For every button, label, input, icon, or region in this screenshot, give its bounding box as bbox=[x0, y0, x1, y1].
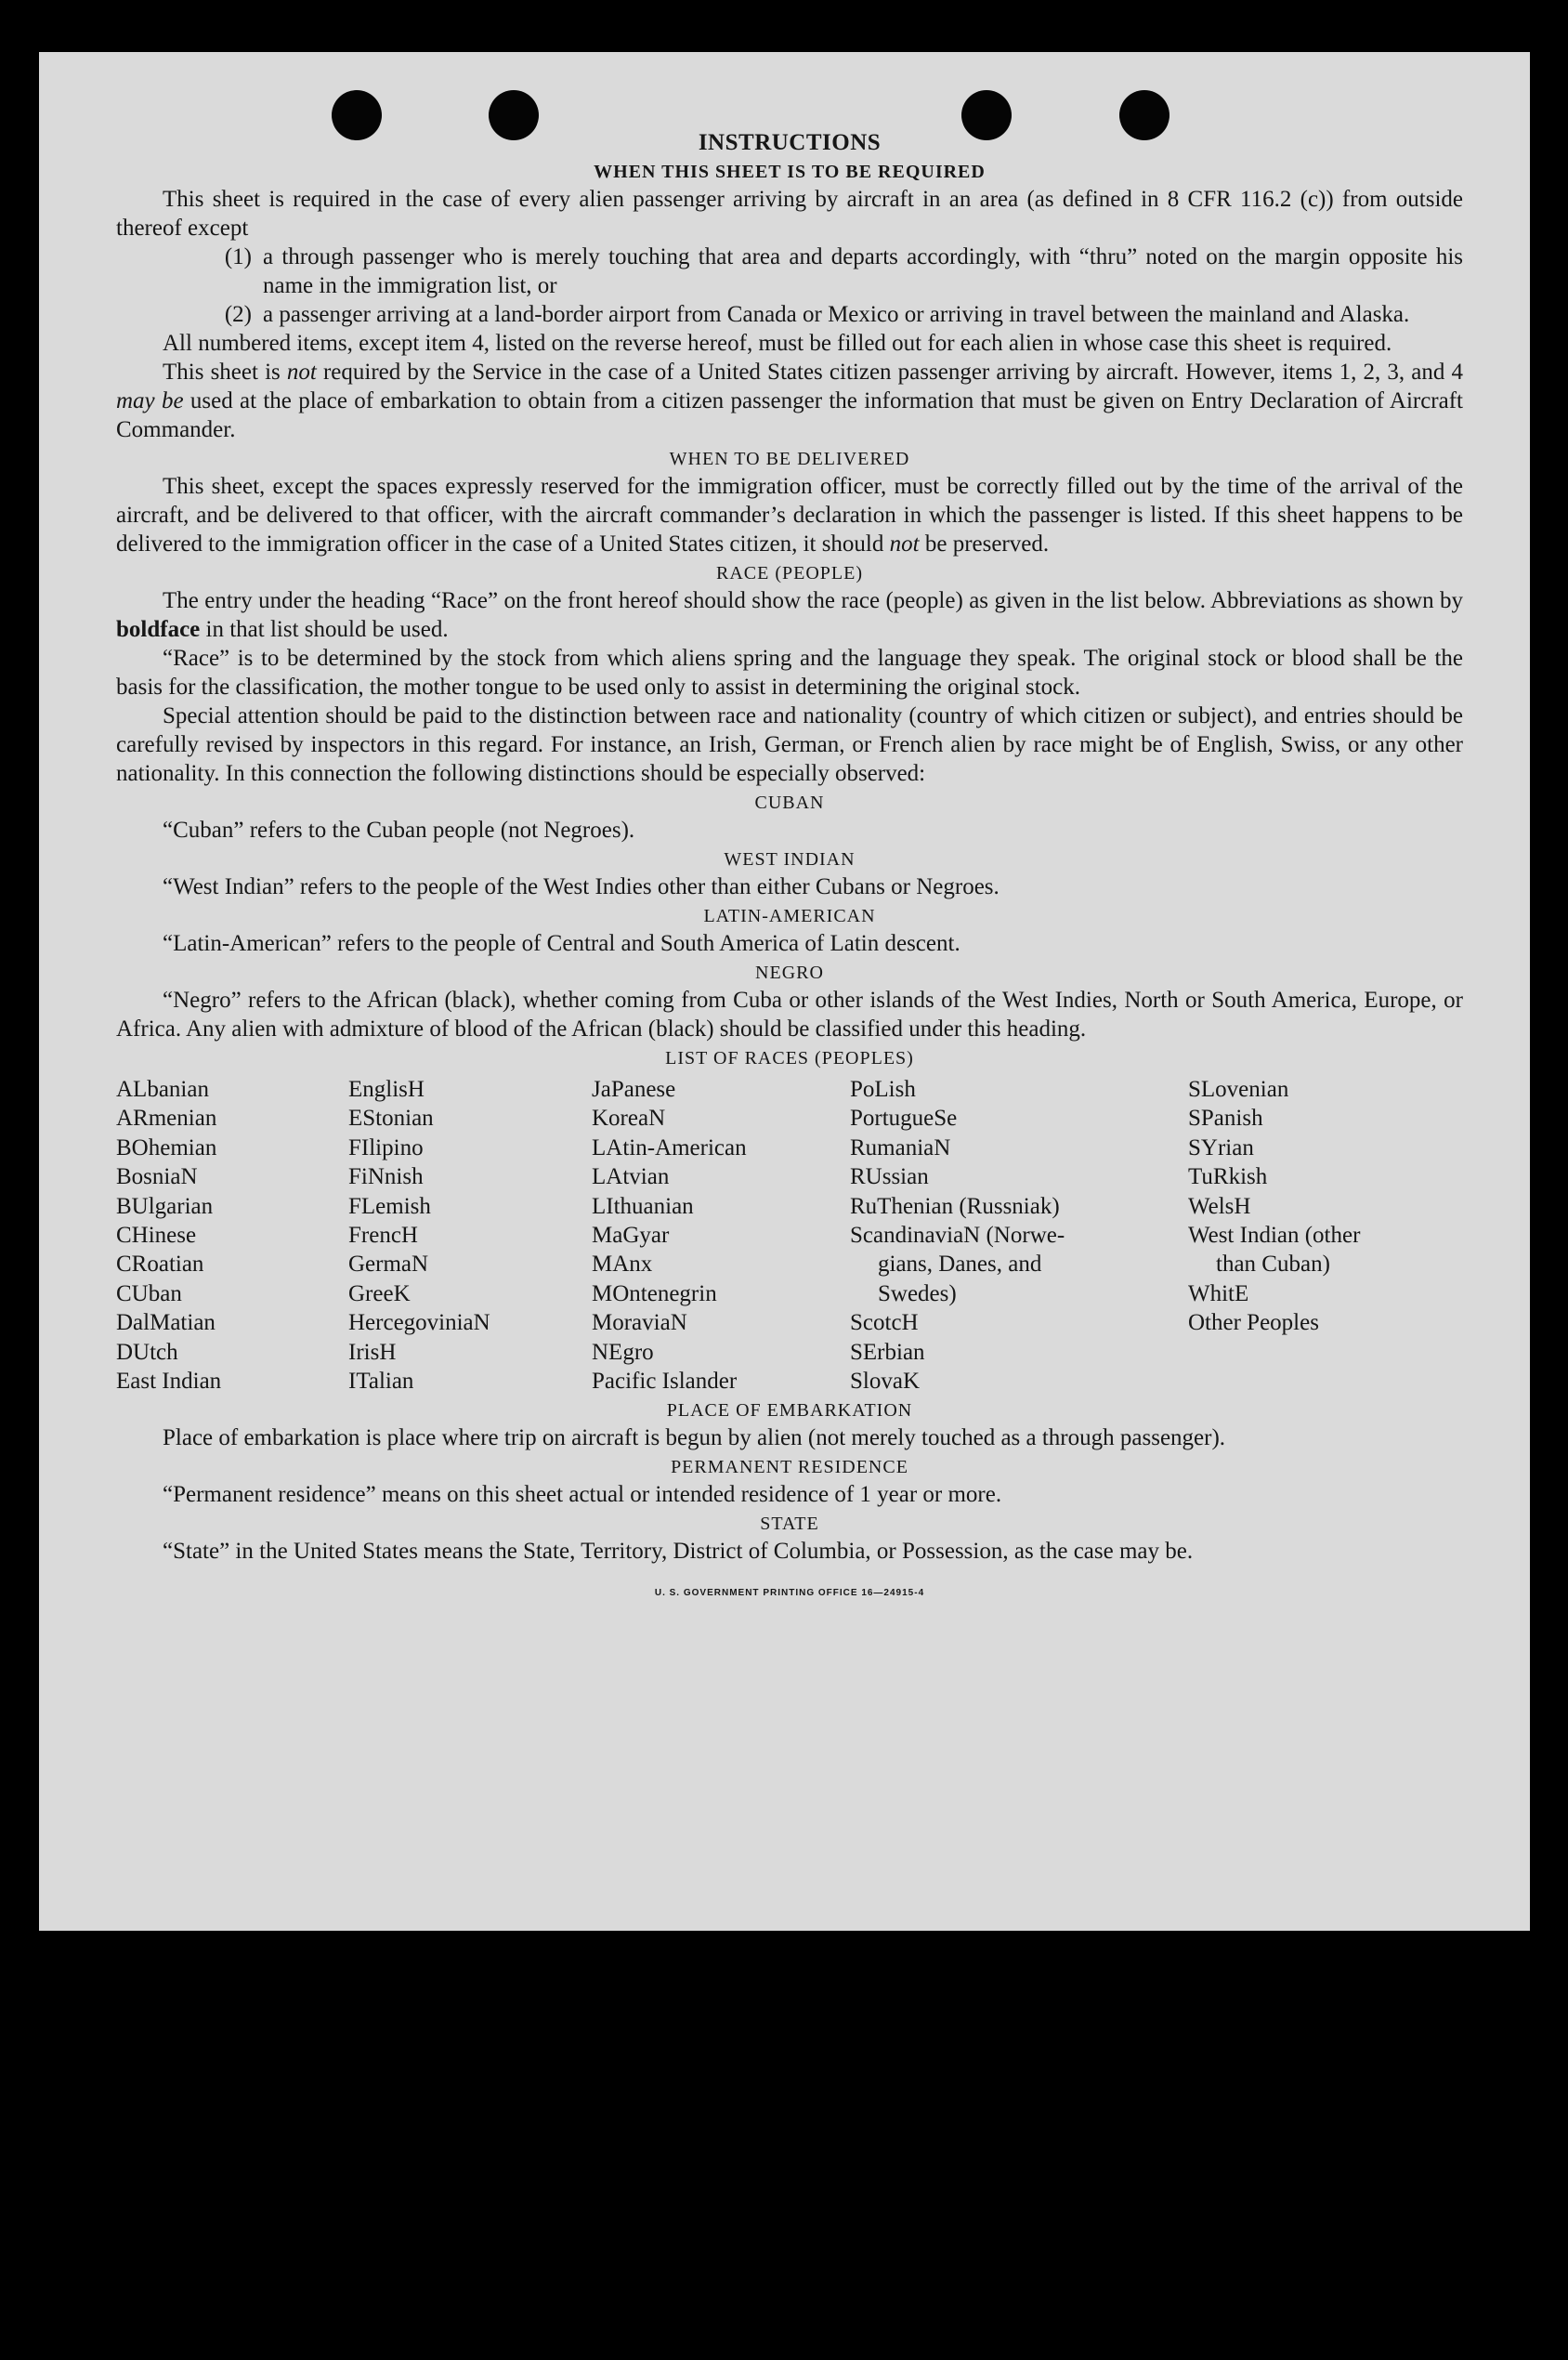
race-item: PoLish bbox=[850, 1077, 916, 1102]
text-run: The entry under the heading “Race” on the front hereof should show the race (people) as given in the list below. Abbreviations as shown by bbox=[163, 588, 1463, 613]
paragraph: “Latin-American” refers to the people of Central and South America of Latin descent. bbox=[163, 931, 960, 956]
paragraph: “State” in the United States means the State, Territory, District of Columbia, or Possession, as the case may be. bbox=[163, 1539, 1194, 1565]
race-item: BosniaN bbox=[116, 1164, 198, 1190]
paragraph: “Cuban” refers to the Cuban people (not Negroes). bbox=[163, 818, 635, 843]
section-heading: WEST INDIAN bbox=[724, 849, 856, 870]
race-item: GreeK bbox=[348, 1280, 411, 1306]
race-item: ITalian bbox=[348, 1368, 414, 1394]
paragraph: Special attention should be paid to the distinction between race and nationality (country of which citizen or subject), and entries should be carefully revised by inspectors in this regard. For instance, an Irish, German, or French alien by race might be of English, Swiss, or any other nationality. In this connection the following distinctions should be especially observed: bbox=[116, 703, 1463, 786]
emphasis-text: not bbox=[889, 531, 920, 557]
emphasis-text: not bbox=[286, 360, 317, 385]
race-item: ALbanian bbox=[116, 1077, 209, 1102]
race-item: IrisH bbox=[348, 1339, 397, 1365]
item-text: a passenger arriving at a land-border airport from Canada or Mexico or arriving in travel between the mainland and Alaska. bbox=[263, 302, 1410, 327]
race-item: FiNnish bbox=[348, 1164, 424, 1190]
race-item: Other Peoples bbox=[1188, 1310, 1319, 1336]
race-item: EStonian bbox=[348, 1106, 434, 1132]
text-run: used at the place of embarkation to obtain from a citizen passenger the information that must be given on Entry Declaration of Aircraft Commander. bbox=[116, 388, 1464, 442]
section-heading: PERMANENT RESIDENCE bbox=[671, 1457, 908, 1478]
race-item: SlovaK bbox=[850, 1368, 920, 1394]
race-item: ScandinaviaN (Norwe- bbox=[850, 1222, 1065, 1248]
race-item: FIlipino bbox=[348, 1134, 424, 1160]
race-item: HercegoviniaN bbox=[348, 1310, 490, 1336]
paragraph: All numbered items, except item 4, listed on the reverse hereof, must be filled out for each alien in whose case this sheet is required. bbox=[163, 331, 1392, 356]
race-item: SErbian bbox=[850, 1339, 925, 1365]
race-item: JaPanese bbox=[592, 1077, 676, 1102]
race-item: BOhemian bbox=[116, 1134, 217, 1160]
paragraph bbox=[116, 358, 1463, 444]
emphasis-text: may be bbox=[116, 388, 184, 413]
text-run: This sheet, except the spaces expressly reserved for the immigration officer, must be correctly filled out by the time of the arrival of the aircraft, and be delivered to that officer, with the aircraft commander’s declaration in which the passenger is listed. If this sheet happens to be delivered to the immigration officer in the case of a United States citizen, it should bbox=[116, 474, 1463, 557]
list-item bbox=[116, 300, 1463, 329]
race-item: RumaniaN bbox=[850, 1134, 951, 1160]
race-item: MOntenegrin bbox=[592, 1280, 717, 1306]
race-column bbox=[116, 1075, 348, 1396]
section-heading: LATIN-AMERICAN bbox=[703, 906, 876, 926]
race-column bbox=[348, 1075, 592, 1396]
section-heading: RACE (PEOPLE) bbox=[716, 563, 863, 583]
race-item: RUssian bbox=[850, 1164, 929, 1190]
paragraph: “West Indian” refers to the people of the West Indies other than either Cubans or Negroes. bbox=[163, 874, 1000, 899]
section-heading: PLACE OF EMBARKATION bbox=[666, 1400, 913, 1422]
race-item: ARmenian bbox=[116, 1106, 217, 1132]
race-item: CRoatian bbox=[116, 1252, 204, 1278]
race-item: CHinese bbox=[116, 1222, 197, 1248]
race-column bbox=[1188, 1075, 1420, 1396]
race-item-continued: Swedes) bbox=[878, 1280, 957, 1306]
list-item bbox=[116, 243, 1463, 300]
paragraph bbox=[116, 586, 1463, 644]
item-number: (2) bbox=[224, 302, 252, 327]
printer-imprint: U. S. GOVERNMENT PRINTING OFFICE 16—24915-4 bbox=[654, 1588, 925, 1599]
race-item: FrencH bbox=[348, 1222, 418, 1248]
paragraph: “Permanent residence” means on this sheet actual or intended residence of 1 year or more. bbox=[163, 1482, 1002, 1508]
race-item: MAnx bbox=[592, 1252, 653, 1278]
race-item-continued: gians, Danes, and bbox=[878, 1252, 1042, 1278]
race-item: FLemish bbox=[348, 1193, 431, 1219]
item-text: a through passenger who is merely touching that area and departs accordingly, with “thru” noted on the margin opposite his name in the immigration list, or bbox=[263, 244, 1463, 298]
race-item: SLovenian bbox=[1188, 1077, 1289, 1102]
section-heading: WHEN THIS SHEET IS TO BE REQUIRED bbox=[594, 162, 986, 182]
race-item: KoreaN bbox=[592, 1106, 666, 1132]
race-item: EnglisH bbox=[348, 1077, 425, 1102]
race-item: LAtin-American bbox=[592, 1134, 747, 1160]
section-heading: CUBAN bbox=[754, 793, 825, 813]
paragraph: Place of embarkation is place where trip on aircraft is begun by alien (not merely touched as a through passenger). bbox=[163, 1425, 1226, 1451]
item-number: (1) bbox=[224, 244, 252, 269]
paragraph: “Negro” refers to the African (black), whether coming from Cuba or other islands of the West Indies, North or South America, Europe, or Africa. Any alien with admixture of blood of the African (black) should be classified under this heading. bbox=[116, 988, 1463, 1042]
race-item: LIthuanian bbox=[592, 1193, 694, 1219]
race-item: RuThenian (Russniak) bbox=[850, 1193, 1060, 1219]
race-item-continued: than Cuban) bbox=[1216, 1252, 1330, 1278]
race-item: ScotcH bbox=[850, 1310, 919, 1336]
document-body bbox=[116, 128, 1463, 1607]
race-item: SPanish bbox=[1188, 1106, 1263, 1132]
text-run: be preserved. bbox=[919, 531, 1050, 557]
race-item: BUlgarian bbox=[116, 1193, 214, 1219]
instruction-sheet bbox=[39, 52, 1530, 1931]
text-run: This sheet is bbox=[163, 360, 287, 385]
race-item: WhitE bbox=[1188, 1280, 1249, 1306]
race-item: East Indian bbox=[116, 1368, 222, 1394]
section-heading: LIST OF RACES (PEOPLES) bbox=[665, 1048, 914, 1069]
paragraph: “Race” is to be determined by the stock from which aliens spring and the language they speak. The original stock or blood shall be the basis for the classification, the mother tongue to be used only to assist in determining the original stock. bbox=[116, 646, 1463, 700]
race-item: TuRkish bbox=[1188, 1164, 1268, 1190]
page-title: INSTRUCTIONS bbox=[698, 130, 882, 155]
section-heading: STATE bbox=[760, 1514, 819, 1535]
bold-text: boldface bbox=[116, 617, 201, 642]
paragraph bbox=[116, 472, 1463, 558]
section-heading: NEGRO bbox=[755, 963, 824, 983]
section-heading: WHEN TO BE DELIVERED bbox=[669, 449, 910, 469]
race-item: WelsH bbox=[1188, 1193, 1251, 1219]
race-item: LAtvian bbox=[592, 1164, 670, 1190]
race-item: NEgro bbox=[592, 1339, 654, 1365]
race-list bbox=[116, 1075, 1463, 1396]
race-item: MoraviaN bbox=[592, 1310, 687, 1336]
race-item: West Indian (other bbox=[1188, 1222, 1361, 1248]
race-item: PortugueSe bbox=[850, 1106, 958, 1132]
paragraph: This sheet is required in the case of every alien passenger arriving by aircraft in an area (as defined in 8 CFR 116.2 (c)) from outside thereof except bbox=[116, 187, 1463, 241]
race-column bbox=[592, 1075, 850, 1396]
race-item: SYrian bbox=[1188, 1134, 1254, 1160]
race-item: GermaN bbox=[348, 1252, 429, 1278]
text-run: in that list should be used. bbox=[200, 617, 449, 642]
race-item: Pacific Islander bbox=[592, 1368, 738, 1394]
race-column bbox=[850, 1075, 1188, 1396]
race-item: MaGyar bbox=[592, 1222, 670, 1248]
race-item: CUban bbox=[116, 1280, 182, 1306]
race-item: DalMatian bbox=[116, 1310, 216, 1336]
race-item: DUtch bbox=[116, 1339, 178, 1365]
text-run: required by the Service in the case of a United States citizen passenger arriving by aircraft. However, items 1, 2, 3, and 4 bbox=[316, 360, 1463, 385]
